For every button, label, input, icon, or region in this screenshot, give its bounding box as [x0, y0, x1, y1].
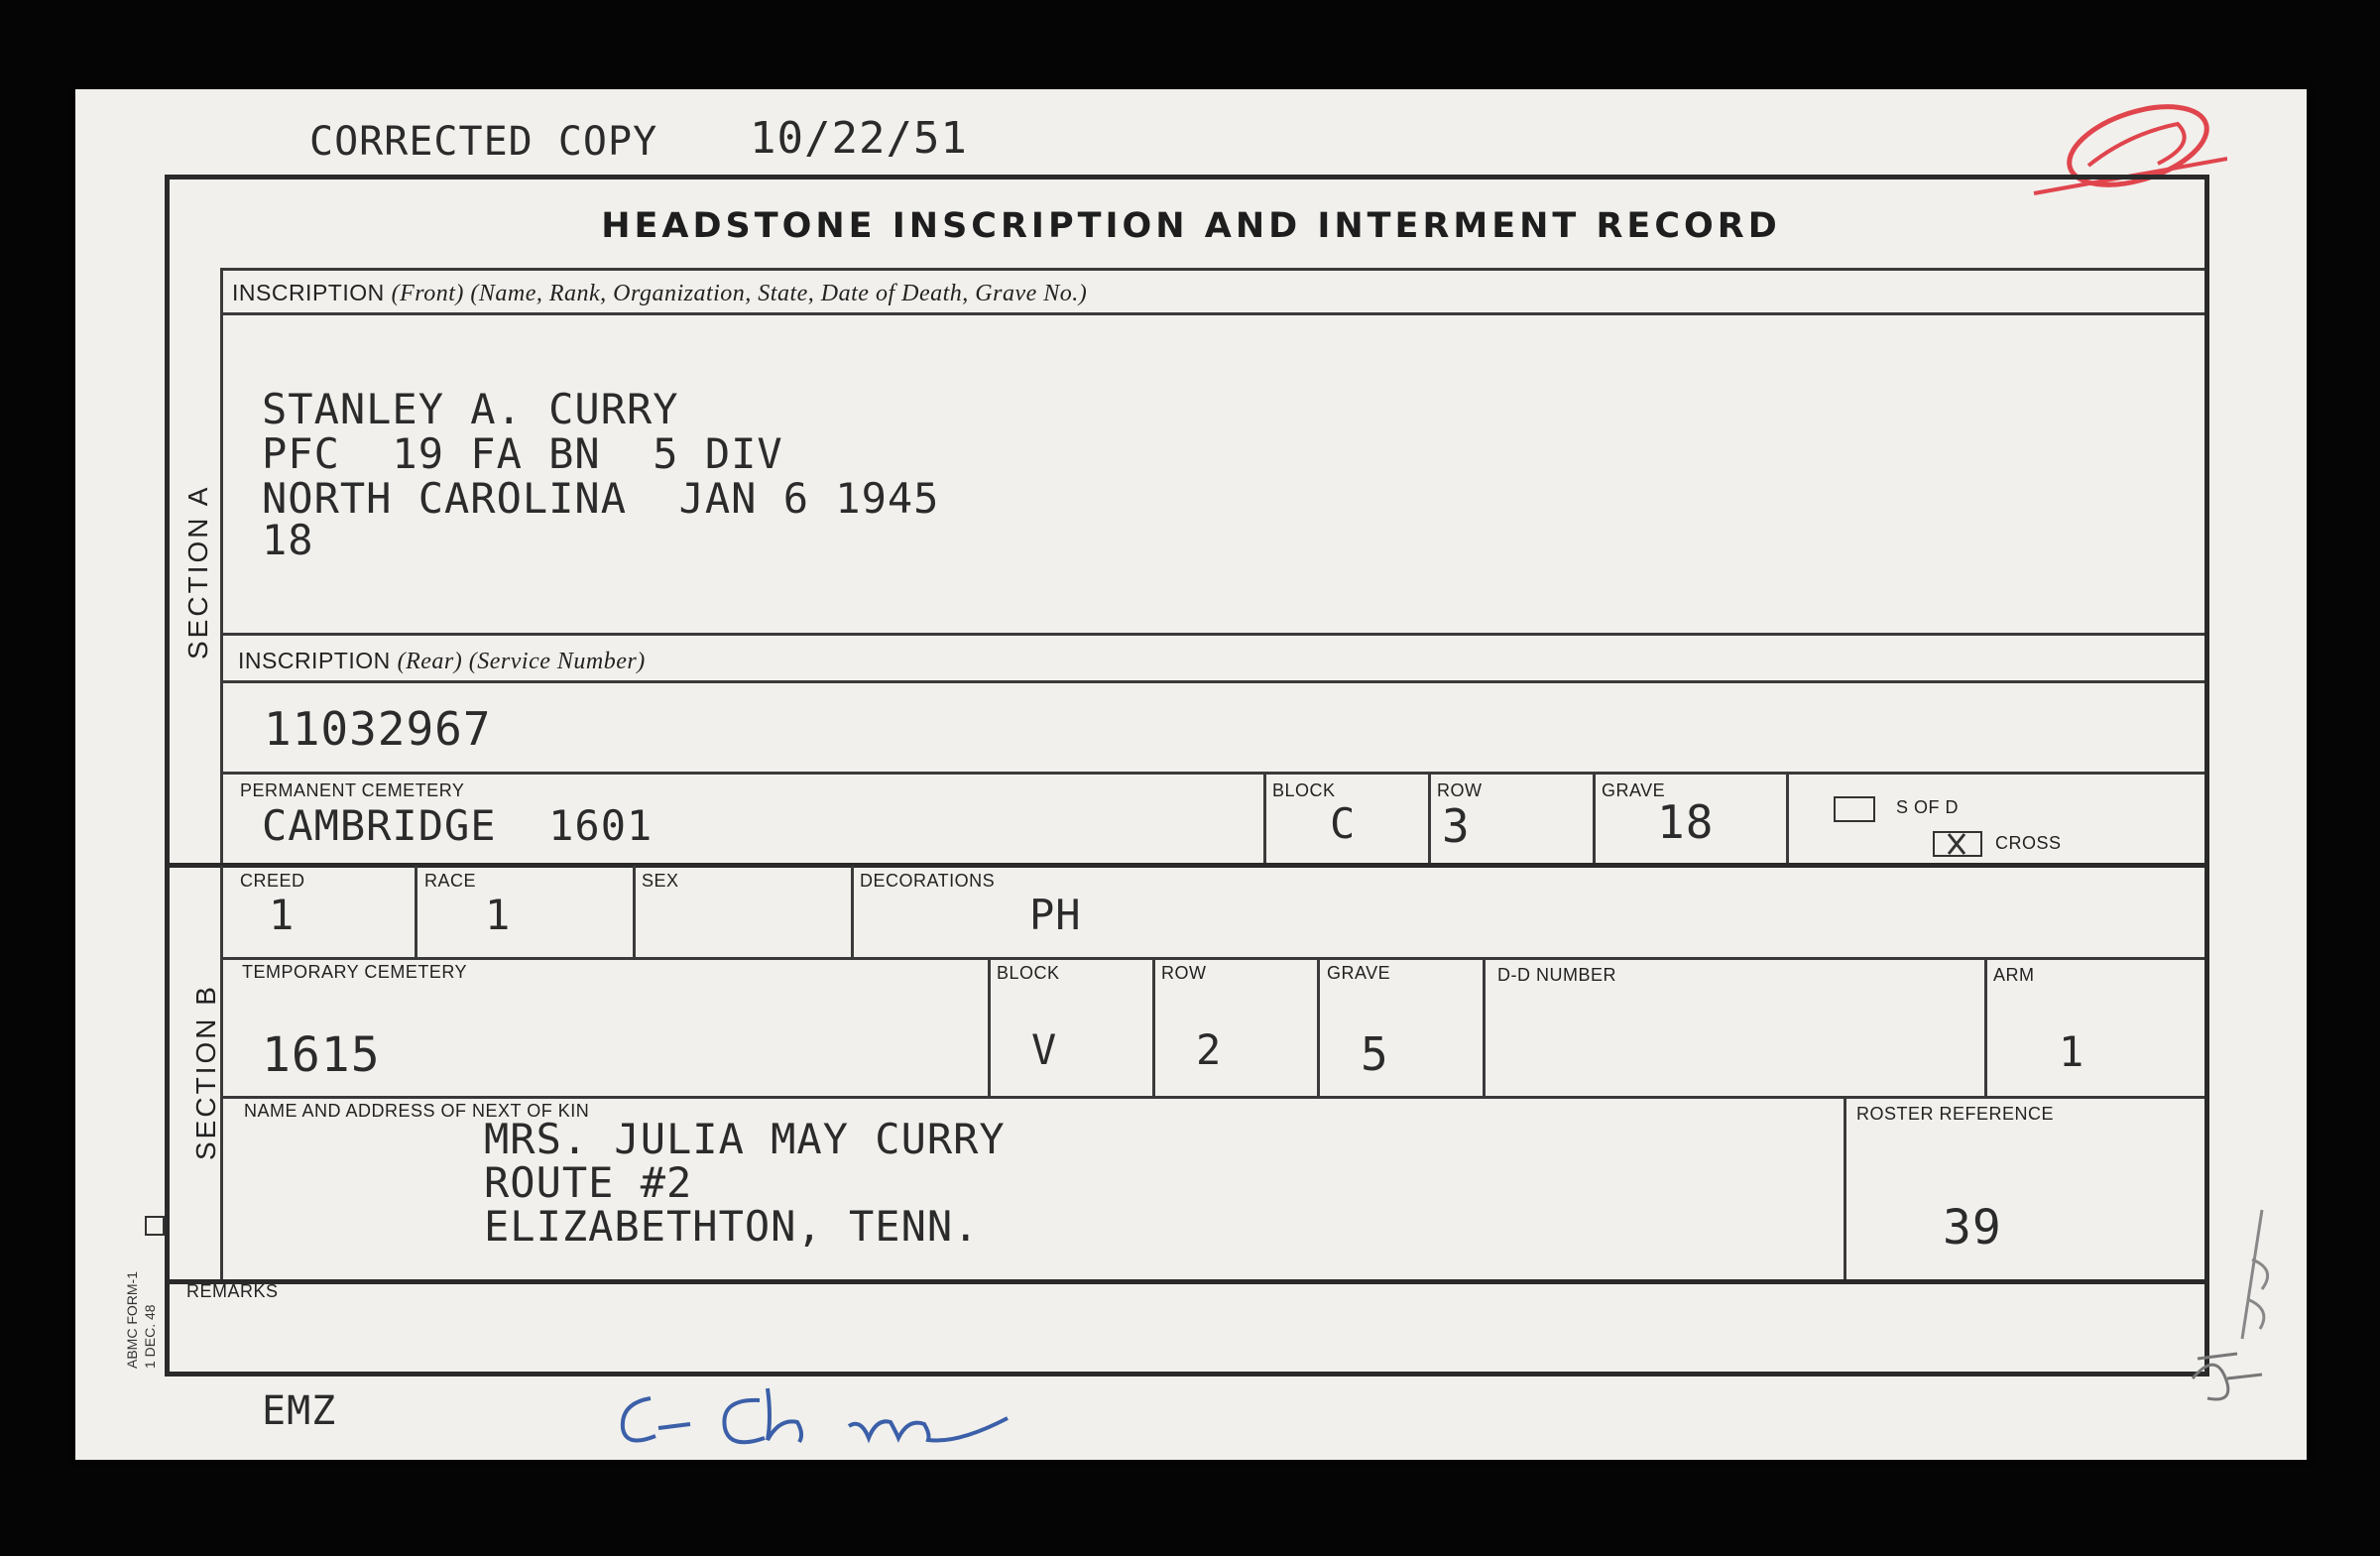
- section-divider: [220, 268, 223, 950]
- temporary-cemetery: 1615: [262, 1027, 381, 1083]
- divider: [1786, 772, 1789, 863]
- front-line-3: NORTH CAROLINA JAN 6 1945: [262, 474, 940, 523]
- cross-checkbox[interactable]: [1933, 831, 1982, 857]
- block-value: C: [1330, 799, 1357, 848]
- arm-value: 1: [2059, 1027, 2085, 1076]
- creed-value: 1: [269, 891, 296, 939]
- race-label: RACE: [424, 871, 477, 891]
- dd-number-label: D-D NUMBER: [1497, 965, 1616, 985]
- divider: [1428, 772, 1431, 863]
- front-line-1: STANLEY A. CURRY: [262, 385, 679, 433]
- divider: [1984, 957, 1987, 1096]
- temporary-cemetery-label: TEMPORARY CEMETERY: [242, 962, 468, 982]
- section-rule: [165, 1279, 2204, 1284]
- temp-grave-label: GRAVE: [1327, 963, 1391, 983]
- temp-row-label: ROW: [1161, 963, 1207, 983]
- front-inscription-label: INSCRIPTION (Front) (Name, Rank, Organization, State, Date of Death, Grave No.): [232, 280, 1088, 306]
- sofd-checkbox[interactable]: [1834, 796, 1875, 822]
- initials: EMZ: [262, 1388, 337, 1434]
- rear-inscription-label: INSCRIPTION (Rear) (Service Number): [238, 648, 646, 674]
- checked-x-icon: [1935, 833, 1980, 855]
- arm-label: ARM: [1993, 965, 2035, 985]
- divider: [1152, 957, 1155, 1096]
- pencil-notation: [2222, 1200, 2292, 1349]
- rule: [220, 772, 2204, 775]
- block-label: BLOCK: [1272, 780, 1336, 800]
- temp-block-label: BLOCK: [997, 963, 1060, 983]
- remarks-label: REMARKS: [186, 1281, 279, 1301]
- rule: [220, 957, 2204, 960]
- divider: [1263, 772, 1266, 863]
- grave-value: 18: [1657, 795, 1715, 849]
- front-line-2: PFC 19 FA BN 5 DIV: [262, 429, 783, 478]
- nok-line-2: ROUTE #2: [484, 1158, 693, 1207]
- form-checkbox[interactable]: [145, 1216, 165, 1236]
- front-line-4: 18: [262, 516, 314, 564]
- decorations-label: DECORATIONS: [860, 871, 996, 891]
- roster-reference-value: 39: [1943, 1200, 2002, 1256]
- divider: [633, 866, 636, 957]
- divider: [415, 866, 417, 957]
- divider: [988, 957, 991, 1096]
- corrected-date: 10/22/51: [750, 113, 968, 164]
- temp-grave-value: 5: [1361, 1027, 1389, 1081]
- creed-label: CREED: [240, 871, 305, 891]
- form-id-line-2: 1 DEC. 48: [142, 1304, 158, 1369]
- rule: [220, 633, 2204, 636]
- section-rule: [165, 863, 2204, 868]
- form-id: [123, 1271, 159, 1369]
- row-value: 3: [1442, 799, 1471, 853]
- form-frame: [165, 175, 2209, 1376]
- decorations-value: PH: [1029, 891, 1082, 939]
- grave-label: GRAVE: [1602, 780, 1666, 800]
- rule: [220, 1096, 2204, 1099]
- next-of-kin-label: NAME AND ADDRESS OF NEXT OF KIN: [244, 1101, 590, 1121]
- divider: [1317, 957, 1320, 1096]
- race-value: 1: [485, 891, 512, 939]
- sofd-label: S OF D: [1896, 797, 1960, 817]
- row-label: ROW: [1437, 780, 1483, 800]
- divider: [851, 866, 854, 957]
- divider: [1483, 957, 1486, 1096]
- rule: [220, 268, 2204, 271]
- divider: [1593, 772, 1596, 863]
- temp-block-value: V: [1031, 1025, 1058, 1074]
- divider: [1844, 1096, 1846, 1279]
- temp-row-value: 2: [1196, 1025, 1223, 1074]
- section-b-label: SECTION B: [190, 984, 221, 1160]
- section-a-label: SECTION A: [182, 484, 213, 659]
- nok-line-1: MRS. JULIA MAY CURRY: [484, 1115, 1006, 1163]
- corrected-copy-stamp: CORRECTED COPY: [309, 119, 658, 165]
- rule: [220, 680, 2204, 683]
- handwritten-signature: [601, 1378, 1117, 1468]
- record-card: [75, 89, 2307, 1460]
- nok-line-3: ELIZABETHTON, TENN.: [484, 1202, 980, 1251]
- cross-label: CROSS: [1995, 833, 2062, 853]
- pencil-mark: [2178, 1339, 2287, 1418]
- form-id-line-1: ABMC FORM-1: [124, 1271, 140, 1369]
- roster-reference-label: ROSTER REFERENCE: [1856, 1104, 2055, 1124]
- service-number: 11032967: [264, 702, 492, 756]
- permanent-cemetery-label: PERMANENT CEMETERY: [240, 780, 465, 800]
- rule: [220, 312, 2204, 315]
- permanent-cemetery: CAMBRIDGE 1601: [262, 801, 654, 850]
- sex-label: SEX: [642, 871, 679, 891]
- form-title: HEADSTONE INSCRIPTION AND INTERMENT RECORD: [601, 206, 1781, 246]
